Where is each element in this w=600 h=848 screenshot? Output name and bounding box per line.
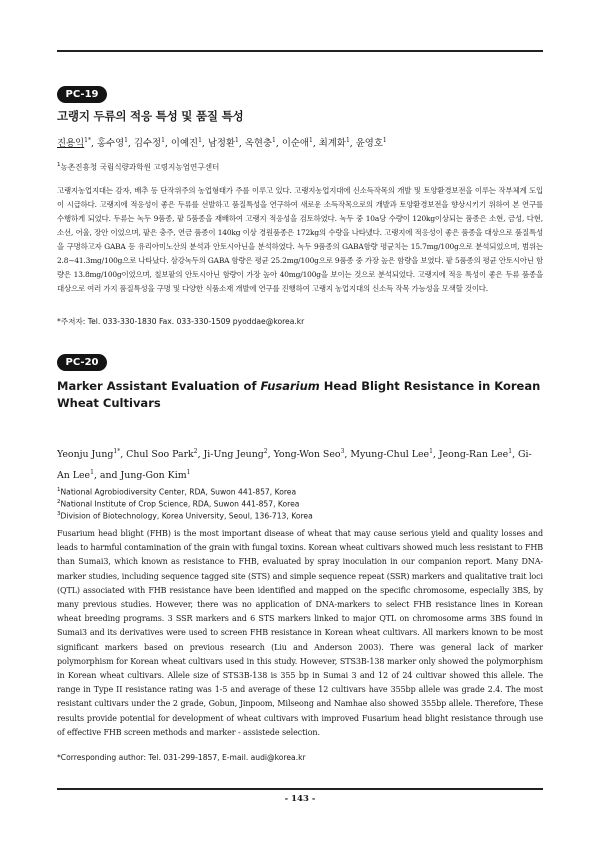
author-name: Jung-Gon Kim [120,470,187,482]
bottom-rule [57,788,543,790]
author-name: 김수정 [133,138,162,150]
author-name: Chul Soo Park [126,449,194,461]
author-affiliation-mark: 1 [235,137,239,144]
affiliation-mark: 1 [57,487,61,493]
author-name: 남정환 [207,138,236,150]
author-affiliation-mark: 1 [124,137,128,144]
page-number: - 143 - [284,794,316,804]
author-affiliation-mark: 1* [84,137,91,144]
affiliation [57,510,543,522]
author-conjunction: and [99,470,121,482]
affiliation-list [57,161,543,173]
author-affiliation-mark: 1 [161,137,165,144]
author-affiliation-mark: 1 [508,448,513,455]
author-name: 윤영호 [355,138,383,150]
author-affiliation-mark: 1 [272,137,276,144]
author-name: Ji-Ung Jeung [203,449,264,461]
author-name: Jeong-Ran Lee [438,449,509,461]
contact-info: *Corresponding author: Tel. 031-299-1857, E-mail. audi@korea.kr [57,753,306,762]
affiliation-text: National Agrobiodiversity Center, RDA, Suwon 441-857, Korea [60,487,297,497]
abstract-title: 고랭지 두류의 적응 특성 및 품질 특성 [57,109,244,123]
affiliation-mark: 2 [57,498,61,505]
affiliation-text: 농촌진흥청 국립식량과학원 고령지농업연구센터 [60,162,220,172]
abstract-title [57,378,543,413]
author-name: 진용익 [57,138,85,150]
author-name: 최계화 [318,138,346,150]
contact-info: *주저자: Tel. 033-330-1830 Fax. 033-330-1509 pyoddae@korea.kr [57,317,305,326]
title-text: Head Blight Resistance in Korean Wheat Cultivars [57,379,541,411]
author-name: Myung-Chul Lee [350,449,430,461]
affiliation-mark: 3 [57,510,61,517]
affiliation [57,498,543,510]
affiliation-text: National Institute of Crop Science, RDA, Suwon 441-857, Korea [60,499,300,509]
abstract-code-badge: PC-20 [57,354,107,371]
affiliation-list [57,486,543,521]
author-name: 홍수영 [96,138,125,150]
author-affiliation-mark: 1 [186,469,191,477]
author-name: Yong-Won Seo [273,449,341,461]
author-affiliation-mark: 1 [382,137,387,144]
title-italic-text: Fusarium [260,379,320,393]
author-affiliation-mark: 1 [345,137,350,144]
author-list: 진용익$^{1*}$, 홍수영$^1$, 김수정$^1$, 이예진$^1$, 남정환$^1$, 옥현충$^1$, 이순애$^1$, 최계화$^1$, 윤영호$^1$ [57,137,387,150]
abstract-body: 고랭지농업지대는 감자, 배추 등 단작위주의 농업형태가 주를 이루고 있다. 고랭지농업지대에 신소득작목의 개발 및 토양환경보전을 이루는 작부체계 도입이 시급하다. 고랭지에 적응성이 좋은 두류를 선발하고 품질특성을 연구하여 새로운 소득작목으로의 개발과 토양환경보전을 향상시키기 위하여 본 연구를 수행하게 되었다. 두류는 녹두 9품종, 팥 5품종을 재배하여 고랭지 적응성을 검토하였다. 녹두 중 10a당 수량이 120kg이상되는 품종은 소현, 금성, 다현, 소선, 어울, 장안 이었으며, 팥은 충주, 연금 품종이 140kg 이상 경원품종은 172kg의 수량을 나타냈다. 고랭지에 적응성이 좋은 품종을 대상으로 품질특성을 구명하고자 GABA 등 유리아미노산의 분석과 안토시아닌을 분석하였다. 녹두 9품종의 GABA함량 평균치는 15.7mg/100g으로 분석되었으며, 범위는 2.8∼41.3mg/100g으로 나타났다. 삼강녹두의 GABA 함량은 평균 25.2mg/100g으로 9품종 중 가장 높은 함량을 보였다. 팥 5품종의 평균 안토시아닌 함량은 13.8mg/100g이었으며, 칠보팥의 안토시아닌 함량이 가장 높아 40mg/100g을 보이는 것으로 분석되었다. 고랭지에 적응 특성이 좋은 두류 품종을 대상으로 여러 가지 품질특성을 구명 및 다양한 식품소재 개발에 연구를 진행하여 고랭지 농업지대의 신소득 작목 가능성을 모색할 것이다. [57,186,543,293]
author-affiliation-mark: 1* [113,448,121,455]
affiliation-text: Division of Biotechnology, Korea University, Seoul, 136-713, Korea [60,511,313,521]
author-affiliation-mark: 1 [90,469,94,477]
author-affiliation-mark: 2 [263,448,268,455]
author-name: 옥현충 [244,138,273,150]
author-list: Yeonju Jung$^{1*}$, Chul Soo Park$^2$, Ji-Ung Jeung$^2$, Yong-Won Seo$^3$, Myung-Chul Lee$^1$, Jeong-Ran Lee$^1$, Gi-An Lee$^1$, and Jung-Gon Kim$^1$ [57,448,532,482]
abstract-code-badge: PC-19 [57,86,107,103]
author-affiliation-mark: 1 [308,137,313,144]
affiliation [57,486,543,498]
affiliation [57,161,543,173]
author-affiliation-mark: 1 [429,448,433,455]
author-name: 이예진 [170,138,199,150]
title-text: Marker Assistant Evaluation of [57,379,261,393]
top-rule [57,50,543,52]
author-affiliation-mark: 1 [198,137,202,144]
author-name: Yeonju Jung [57,449,114,461]
author-affiliation-mark: 3 [340,448,345,455]
author-name: 이순애 [281,138,309,150]
abstract-body: Fusarium head blight (FHB) is the most important disease of wheat that may cause serious yield and quality losses and leads to harmful contamination of the grain with fungal toxins. Korean wheat cultivars showed much less resistant to FHB than Sumai3, which known as resistance to FHB, evaluated by spray inoculation in our companion report. Many DNA-marker studies, including sequence tagged site (STS) and simple sequence repeat (SSR) markers and qualitative trait loci (QTL) associated with FHB resistance have been identified and mapped on the specific chromosome, especially 3BS, by many previous studies. However, there was no application of DNA-markers to select FHB resistance lines in Korean wheat breeding programs. 3 SSR markers and 6 STS markers linked to major QTL on chromosome arms 3BS found in Sumai3 and its derivatives were used to screen FHB resistance in Korean wheat cultivars. All markers known to be most significant markers based on previous research (Liu and Anderson 2003). There was general lack of marker polymorphism for Korean wheat cultivars used in this study. However, STS3B-138 marker only showed the polymorphism in Korean wheat cultivars. Allele size of STS3B-138 is 355 bp in Sumai 3 and 12 of 24 cultivar showed this allele. The range in Type II resistance rating was 1-5 and average of these 12 cultivars have 355bp allele was grade 2.4. The most resistant cultivars under the 2 grade, Gobun, Jinpoom, Milseong and Namhae also showed 355bp allele. Therefore, These results provide potential for development of wheat cultivars with improved Fusarium head blight resistance through use of effective FHB screen methods and marker - assistede selection. [57,529,543,737]
author-name: Gi-An Lee [57,449,532,482]
author-affiliation-mark: 2 [193,448,198,455]
affiliation-mark: 1 [57,162,61,168]
